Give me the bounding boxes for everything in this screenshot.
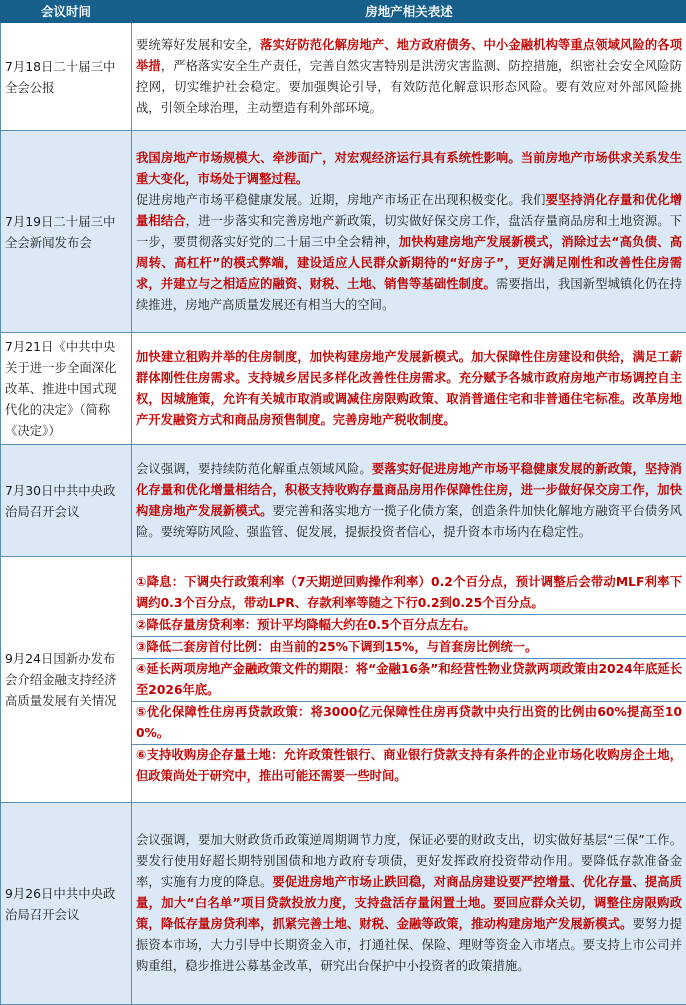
policy-measure-item: ⑤优化保障性住房再贷款政策：将3000亿元保障性住房再贷款中央行出资的比例由60%提高至100%。 — [132, 701, 686, 744]
table-row — [1, 557, 686, 803]
statement-highlight: 我国房地产市场规模大、牵涉面广，对宏观经济运行具有系统性影响。当前房地产市场供求关系发生重大变化，市场处于调整过程。 — [136, 151, 682, 186]
meeting-date-cell: 7月30日中共中央政治局召开会议 — [1, 445, 132, 557]
statement-segment: ，严格落实安全生产责任，完善自然灾害特别是洪涝灾害监测、防控措施，织密社会安全风险防控网，切实维护社会稳定。要加强舆论引导，有效防范化解意识形态风险。要有效应对外部风险挑战，引领全球治理，主动塑造有利外部环境。 — [136, 59, 682, 115]
meeting-date-cell: 9月24日国新办发布会介绍金融支持经济高质量发展有关情况 — [1, 557, 132, 803]
statement-segment: 会议强调，要加大财政货币政策逆周期调节力度，保证必要的财政支出，切实做好基层“三保”工作。要发行使用好超长期特别国债和地方政府专项债，更好发挥政府投资带动作用。要降低存款准备金率，实施有力度的降息。 — [136, 833, 682, 889]
statement-highlight: 落实好防范化解房地产、地方政府债务、中小金融机构等重点领域风险的各项举措 — [136, 38, 682, 73]
policy-measure-item: ⑥支持收购房企存量土地：允许政策性银行、商业银行贷款支持有条件的企业市场化收购房企土地，但政策尚处于研究中，推出可能还需要一些时间。 — [132, 744, 686, 787]
statement-highlight: 要落实好促进房地产市场平稳健康发展的新政策，坚持消化存量和优化增量相结合，积极支持收购存量商品房用作保障性住房，进一步做好保交房工作，加快构建房地产发展新模式。 — [136, 462, 682, 518]
meeting-date-cell: 7月18日二十届三中全会公报 — [1, 23, 132, 131]
table-row — [1, 333, 686, 445]
statement-highlight: 加快建立租购并举的住房制度，加快构建房地产发展新模式。加大保障性住房建设和供给，满足工薪群体刚性住房需求。支持城乡居民多样化改善性住房需求。充分赋予各城市政府房地产市场调控自主权，因城施策，允许有关城市取消或调减住房限购政策、取消普通住宅和非普通住宅标准。改革房地产开发融资方式和商品房预售制度。完善房地产税收制度。 — [136, 350, 682, 427]
meeting-date-cell: 9月26日中共中央政治局召开会议 — [1, 803, 132, 1005]
table-header-row — [1, 1, 686, 23]
statement-segment: 要完善和落实地方一揽子化债方案，创造条件加快化解地方融资平台债务风险。要统筹防风险、强监管、促发展，提振投资者信心，提升资本市场内在稳定性。 — [136, 504, 682, 539]
statement-segment: ，进一步落实和完善房地产新政策，切实做好保交房工作，盘活存量商品房和土地资源。下一步，要贯彻落实好党的二十届三中全会精神， — [136, 214, 682, 249]
statement-cell — [132, 803, 686, 1005]
statement-highlight: 要坚持消化存量和优化增量相结合 — [136, 193, 682, 228]
header-real-estate-statements: 房地产相关表述 — [132, 1, 686, 23]
table-row — [1, 23, 686, 131]
statement-highlight: 加快构建房地产发展新模式，消除过去“高负债、高周转、高杠杆”的模式弊端，建设适应人民群众新期待的“好房子”，更好满足刚性和改善性住房需求，并建立与之相适应的融资、财税、土地、销售等基础性制度。 — [136, 235, 682, 291]
statement-highlight: 要促进房地产市场止跌回稳，对商品房建设要严控增量、优化存量、提高质量，加大“白名单”项目贷款投放力度，支持盘活存量闲置土地。要回应群众关切，调整住房限购政策，降低存量房贷利率，抓紧完善土地、财税、金融等政策，推动构建房地产发展新模式。 — [136, 875, 682, 931]
statement-cell — [132, 131, 686, 333]
statement-cell — [132, 23, 686, 131]
statement-segment: 要统筹好发展和安全， — [136, 38, 260, 52]
policy-measure-item: ③降低二套房首付比例：由当前的25%下调到15%，与首套房比例统一。 — [132, 636, 686, 658]
statement-segment: 促进房地产市场平稳健康发展。近期，房地产市场正在出现积极变化。我们 — [136, 193, 546, 207]
policy-measure-item: ①降息：下调央行政策利率（7天期逆回购操作利率）0.2个百分点，预计调整后会带动MLF利率下调约0.3个百分点，带动LPR、存款利率等随之下行0.2到0.25个百分点。 — [136, 572, 682, 614]
policy-measure-item: ②降低存量房贷利率：预计平均降幅大约在0.5个百分点左右。 — [132, 614, 686, 636]
statement-cell — [132, 557, 686, 803]
header-meeting-time: 会议时间 — [1, 1, 132, 23]
statement-cell — [132, 445, 686, 557]
statement-segment: 需要指出，我国新型城镇化仍在持续推进，房地产高质量发展还有相当大的空间。 — [136, 277, 682, 312]
statement-cell — [132, 333, 686, 445]
table-row — [1, 131, 686, 333]
policy-measure-item: ④延长两项房地产金融政策文件的期限：将“金融16条”和经营性物业贷款两项政策由2024年底延长至2026年底。 — [132, 658, 686, 701]
statement-segment: 会议强调，要持续防范化解重点领域风险。 — [136, 462, 372, 476]
meeting-date-cell: 7月21日《中共中央关于进一步全面深化改革、推进中国式现代化的决定》（简称《决定》） — [1, 333, 132, 445]
statement-segment: 要努力提振资本市场，大力引导中长期资金入市，打通社保、保险、理财等资金入市堵点。要支持上市公司并购重组，稳步推进公募基金改革，研究出台保护中小投资者的政策措施。 — [136, 917, 682, 973]
meeting-date-cell: 7月19日二十届三中全会新闻发布会 — [1, 131, 132, 333]
table-row — [1, 803, 686, 1005]
table-row — [1, 445, 686, 557]
